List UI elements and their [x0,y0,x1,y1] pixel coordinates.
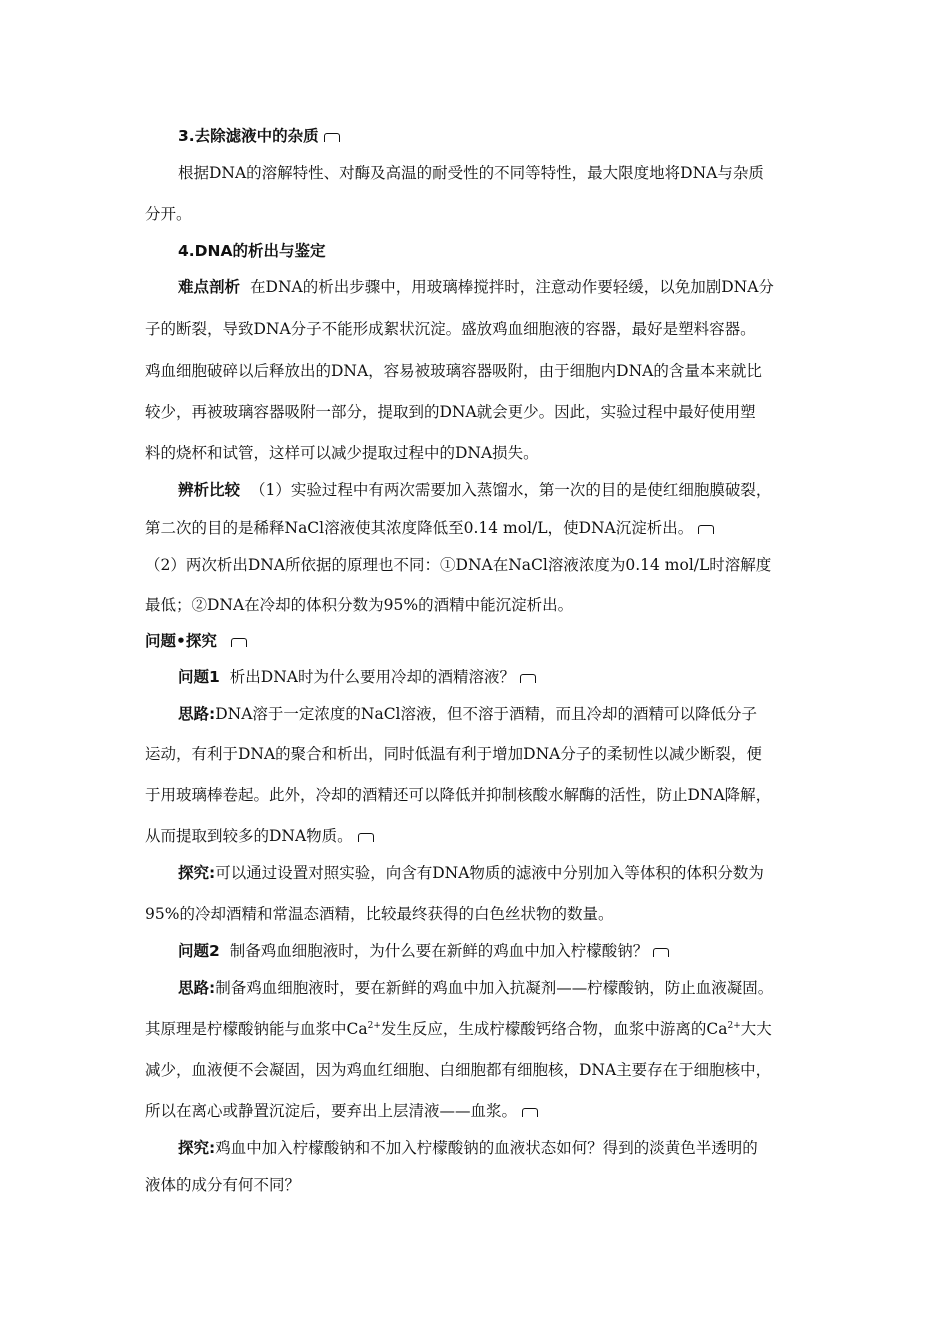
section-3-paragraph-line: 分开。 [145,205,192,223]
question-1-idea-line: 运动，有利于DNA的聚合和析出，同时低温有利于增加DNA分子的柔韧性以减少断裂，便 [145,745,762,763]
difficulty-analysis-line: 较少，再被玻璃容器吸附一部分，提取到的DNA就会更少。因此，实验过程中最好使用塑 [145,403,756,421]
question-2-idea-line: 其原理是柠檬酸钠能与血浆中$Ca^{2+}$发生反应，生成柠檬酸钙络合物，血浆中游离的$Ca^{2+}$大大 [145,1020,772,1038]
question-1-idea-line: 思路:DNA溶于一定浓度的NaCl溶液，但不溶于酒精，而且冷却的酒精可以降低分子 [178,705,758,723]
difficulty-analysis-label: 难点剖析 [178,278,241,296]
difficulty-analysis-line: 鸡血细胞破碎以后释放出的DNA，容易被玻璃容器吸附，由于细胞内DNA的含量本来就比 [145,362,762,380]
comparison-line: 最低；②DNA在冷却的体积分数为95%的酒精中能沉淀析出。 [145,596,574,614]
section-4-heading: 4.DNA的析出与鉴定 [178,242,326,260]
return-mark-icon [520,674,536,683]
return-mark-icon [358,833,374,842]
section-3-heading: 3.去除滤液中的杂质 [178,125,853,147]
comparison-label: 辨析比较 [178,481,241,499]
difficulty-analysis-line: 子的断裂，导致DNA分子不能形成絮状沉淀。盛放鸡血细胞液的容器，最好是塑料容器。 [145,320,756,338]
return-mark-icon [522,1108,538,1117]
question-explore-heading: 问题•探究 [145,630,820,652]
difficulty-analysis-line: 难点剖析 在DNA的析出步骤中，用玻璃棒搅拌时，注意动作要轻缓，以免加剧DNA分 [178,278,774,296]
question-2-explore-line: 探究:鸡血中加入柠檬酸钠和不加入柠檬酸钠的血液状态如何？得到的淡黄色半透明的 [178,1139,758,1157]
question-2-idea-line: 所以在离心或静置沉淀后，要弃出上层清液——血浆。 [145,1100,820,1122]
return-mark-icon [653,948,669,957]
comparison-line: （2）两次析出DNA所依据的原理也不同：①DNA在NaCl溶液浓度为0.14 mol/L时溶解度 [145,556,772,574]
question-1-idea-line: 于用玻璃棒卷起。此外，冷却的酒精还可以降低并抑制核酸水解酶的活性，防止DNA降解， [145,786,772,804]
difficulty-analysis-line: 料的烧杯和试管，这样可以减少提取过程中的DNA损失。 [145,444,539,462]
question-2-idea-line: 思路:制备鸡血细胞液时，要在新鲜的鸡血中加入抗凝剂——柠檬酸钠，防止血液凝固。 [178,979,774,997]
comparison-line: 辨析比较 （1）实验过程中有两次需要加入蒸馏水，第一次的目的是使红细胞膜破裂， [178,481,772,499]
question-1-explore-line: 探究:可以通过设置对照实验，向含有DNA物质的滤液中分别加入等体积的体积分数为 [178,864,764,882]
return-mark-icon [324,133,340,142]
question-1-idea-line: 从而提取到较多的DNA物质。 [145,825,820,847]
question-1: 问题1 析出DNA时为什么要用冷却的酒精溶液？ [178,666,853,688]
question-2-idea-line: 减少，血液便不会凝固，因为鸡血红细胞、白细胞都有细胞核，DNA主要存在于细胞核中， [145,1061,772,1079]
question-1-explore-line: 95%的冷却酒精和常温态酒精，比较最终获得的白色丝状物的数量。 [145,905,614,923]
question-2-explore-line: 液体的成分有何不同？ [145,1176,301,1194]
return-mark-icon [231,638,247,647]
comparison-line: 第二次的目的是稀释NaCl溶液使其浓度降低至0.14 mol/L，使DNA沉淀析出。 [145,517,820,539]
question-2: 问题2 制备鸡血细胞液时，为什么要在新鲜的鸡血中加入柠檬酸钠？ [178,940,853,962]
return-mark-icon [698,525,714,534]
section-3-paragraph-line: 根据DNA的溶解特性、对酶及高温的耐受性的不同等特性，最大限度地将DNA与杂质 [178,164,764,182]
